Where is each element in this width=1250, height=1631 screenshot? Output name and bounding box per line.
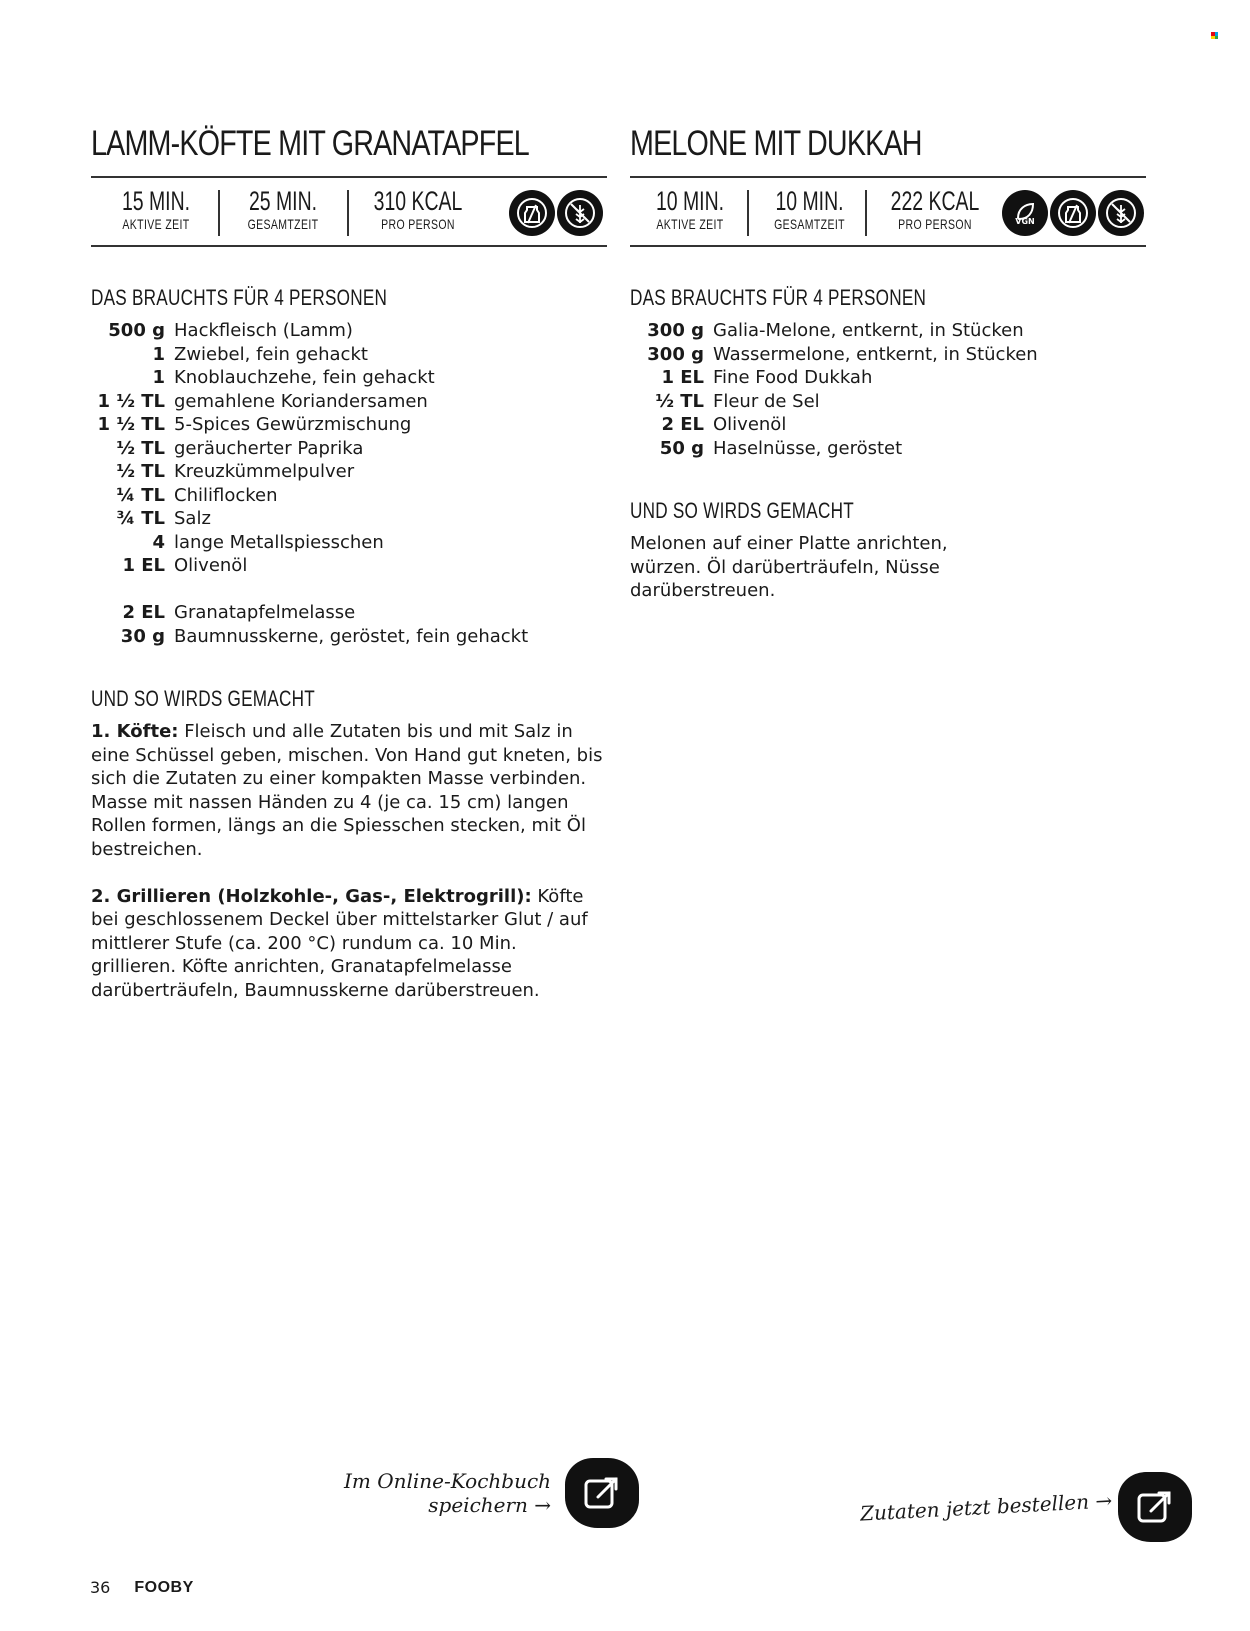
stat-calories: 310 KCAL PRO PERSON (373, 186, 463, 232)
ingredient-name: Baumnusskerne, geröstet, fein gehackt (174, 625, 529, 647)
stat-total-time: 25 MIN. GESAMTZEIT (247, 186, 319, 232)
ingredient-quantity: 1 ½ TL (97, 414, 165, 435)
ingredient-name: Fine Food Dukkah (713, 367, 873, 388)
ingredient-item (91, 625, 607, 649)
ingredient-quantity: ¼ TL (116, 484, 165, 506)
ingredient-list (91, 319, 607, 578)
ingredient-name: Olivenöl (174, 555, 248, 576)
method-step-2: 2. Grillieren (Holzkohle-, Gas-, Elektrogrill): Köfte bei geschlossenem Deckel über mittelstarker Glut / auf mittlerer Stufe (ca. 200 °C) rundum ca. 10 Min. grillieren. Köfte anrichten, Granatapfelmelasse darüberträufeln, Baumnusskerne darüberstreuen. (91, 885, 588, 1001)
divider (865, 190, 867, 236)
ingredient-name: Olivenöl (713, 414, 787, 435)
ingredient-item (630, 390, 1146, 414)
order-ingredients-link[interactable] (860, 1472, 1192, 1542)
ingredient-list (630, 319, 1146, 460)
ingredient-quantity: 30 g (120, 625, 165, 647)
recipe-stats (91, 176, 607, 247)
ingredient-item (630, 343, 1146, 367)
ingredient-name: Hackfleisch (Lamm) (174, 320, 353, 341)
ingredient-name: Fleur de Sel (713, 390, 820, 412)
method-heading: UND SO WIRDS GEMACHT (91, 686, 315, 711)
lactose-free-icon (1050, 190, 1096, 236)
ingredient-item (630, 437, 1146, 461)
external-link-icon[interactable] (1118, 1472, 1192, 1542)
page-footer (90, 1578, 194, 1597)
ingredient-item (91, 484, 607, 508)
ingredient-item (91, 601, 607, 625)
stat-active-time: 15 MIN. AKTIVE ZEIT (121, 186, 191, 232)
lactose-free-icon (509, 190, 555, 236)
ingredient-name: lange Metallspiesschen (174, 531, 384, 553)
recipe-title: LAMM-KÖFTE MIT GRANATAPFEL (91, 124, 529, 163)
ingredient-name: geräucherter Paprika (174, 437, 364, 459)
stat-total-time: 10 MIN. GESAMTZEIT (774, 186, 845, 232)
ingredient-name: Kreuzkümmelpulver (174, 461, 355, 482)
method-text: Melonen auf einer Platte anrichten, würzen. Öl darüberträufeln, Nüsse darüberstreuen. (630, 533, 948, 601)
ingredient-name: Knoblauchzehe, fein gehackt (174, 367, 435, 388)
divider (347, 190, 349, 236)
ingredient-name: 5-Spices Gewürzmischung (174, 414, 412, 435)
ingredient-quantity: 1 ½ TL (97, 390, 165, 412)
ingredient-quantity: ½ TL (116, 461, 165, 482)
ingredient-name: gemahlene Koriandersamen (174, 390, 428, 412)
ingredient-name: Haselnüsse, geröstet (713, 437, 903, 459)
ingredient-list-topping (91, 601, 607, 648)
ingredient-name: Zwiebel, fein gehackt (174, 343, 368, 365)
cta-cookbook-line2: speichern → (428, 1493, 552, 1517)
recipe-title: MELONE MIT DUKKAH (630, 124, 922, 163)
divider (747, 190, 749, 236)
ingredient-quantity: 500 g (108, 320, 165, 341)
ingredients-heading: DAS BRAUCHTS FÜR 4 PERSONEN (91, 285, 388, 310)
ingredient-item (91, 531, 607, 555)
ingredient-quantity: ½ TL (655, 390, 704, 412)
ingredient-name: Granatapfelmelasse (174, 602, 356, 623)
ingredient-name: Galia-Melone, entkernt, in Stücken (713, 320, 1024, 341)
ingredient-quantity: 1 EL (122, 555, 165, 576)
page-number: 36 (90, 1578, 111, 1597)
ingredient-item (91, 319, 607, 343)
ingredient-quantity: 1 (152, 367, 165, 388)
ingredient-item (630, 366, 1146, 390)
stat-calories: 222 KCAL PRO PERSON (890, 186, 980, 232)
ingredient-quantity: ½ TL (116, 437, 165, 459)
cta-cookbook-line1: Im Online-Kochbuch (344, 1469, 552, 1493)
ingredient-item (91, 507, 607, 531)
ingredient-item (91, 437, 607, 461)
ingredient-quantity: 4 (152, 531, 165, 553)
ingredient-name: Wassermelone, entkernt, in Stücken (713, 343, 1038, 365)
external-link-icon[interactable] (565, 1458, 639, 1528)
recipe-stats (630, 176, 1146, 247)
ingredient-quantity: 1 (152, 343, 165, 365)
ingredient-quantity: ¾ TL (116, 508, 165, 529)
diet-badges (1002, 190, 1144, 236)
vegan-icon (1002, 190, 1048, 236)
brand-logo: FOOBY (134, 1578, 194, 1596)
gluten-free-icon (557, 190, 603, 236)
ingredient-item (91, 366, 607, 390)
gluten-free-icon (1098, 190, 1144, 236)
cta-order-label: Zutaten jetzt bestellen → (859, 1488, 1113, 1526)
ingredient-item (91, 554, 607, 578)
ingredients-heading: DAS BRAUCHTS FÜR 4 PERSONEN (630, 285, 927, 310)
ingredient-quantity: 300 g (647, 320, 704, 341)
ingredient-item (630, 319, 1146, 343)
recipe-melone-dukkah (630, 120, 1146, 603)
color-mark-icon (1211, 32, 1218, 39)
ingredient-name: Salz (174, 508, 211, 529)
save-to-cookbook-link[interactable] (344, 1458, 639, 1528)
divider (218, 190, 220, 236)
method-step-1: 1. Köfte: Fleisch und alle Zutaten bis und mit Salz in eine Schüssel geben, mischen. Von Hand gut kneten, bis sich die Zutaten zu einer kompakten Masse verbinden. Masse mit nassen Händen zu 4 (je ca. 15 cm) langen Rollen formen, längs an die Spiesschen stecken, mit Öl bestreichen. (91, 721, 603, 860)
diet-badges (509, 190, 603, 236)
ingredient-quantity: 2 EL (661, 414, 704, 435)
ingredient-item (630, 413, 1146, 437)
ingredient-item (91, 390, 607, 414)
ingredient-name: Chiliflocken (174, 484, 278, 506)
ingredient-quantity: 1 EL (661, 367, 704, 388)
ingredient-item (91, 413, 607, 437)
ingredient-item (91, 343, 607, 367)
svg-text:VGN: VGN (1015, 217, 1035, 226)
ingredient-quantity: 2 EL (122, 602, 165, 623)
ingredient-item (91, 460, 607, 484)
method-heading: UND SO WIRDS GEMACHT (630, 498, 854, 523)
ingredient-quantity: 300 g (647, 343, 704, 365)
recipe-lamm-koefte (91, 120, 607, 1002)
stat-active-time: 10 MIN. AKTIVE ZEIT (655, 186, 725, 232)
ingredient-quantity: 50 g (659, 437, 704, 459)
